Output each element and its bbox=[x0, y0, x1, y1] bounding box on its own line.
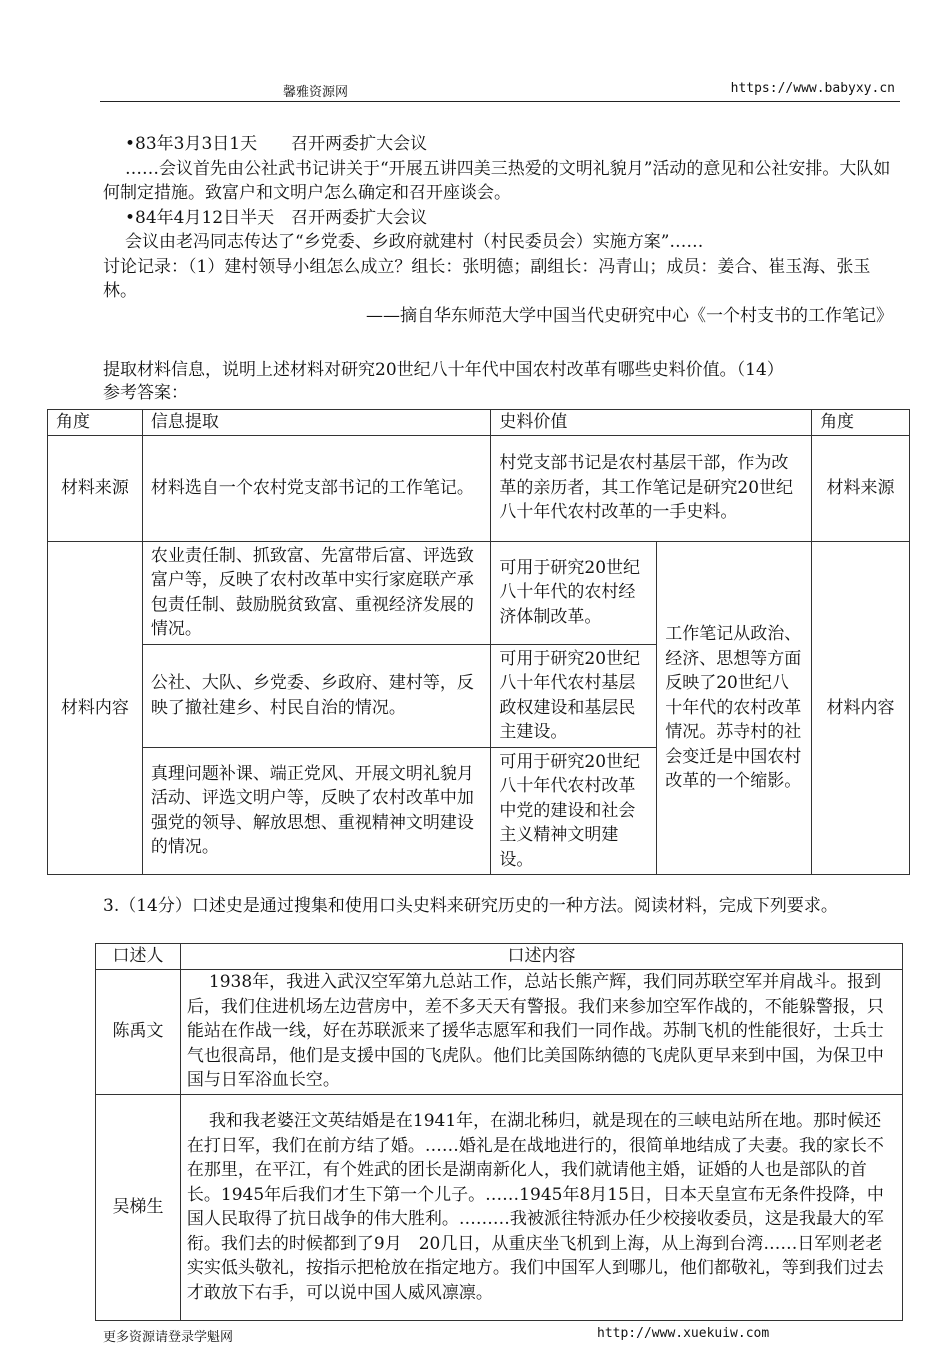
header-divider bbox=[100, 101, 900, 102]
question3-prompt: 3.（14分）口述史是通过搜集和使用口头史料来研究历史的一种方法。阅读材料，完成下列要求。 bbox=[103, 896, 838, 916]
answer-label: 参考答案： bbox=[103, 382, 188, 403]
notes-block bbox=[103, 132, 893, 328]
header-content: 口述内容 bbox=[180, 944, 902, 970]
speaker-2: 吴梯生 bbox=[96, 1094, 181, 1320]
source-info: 材料选自一个农村党支部书记的工作笔记。 bbox=[142, 435, 491, 541]
content-info-3: 真理问题补课、端正党风、开展文明礼貌月活动、评选文明户等，反映了农村改革中加强党的领导、解放思想、重视精神文明建设的情况。 bbox=[142, 747, 491, 875]
table-row bbox=[96, 1094, 903, 1320]
oral-content-1: 1938年，我进入武汉空军第九总站工作，总站长熊产辉，我们同苏联空军并肩战斗。报到后，我们住进机场左边营房中，差不多天天有警报。我们来参加空军作战的，不能躲警报，只能站在作战一线，好在苏联派来了援华志愿军和我们一同作战。苏制飞机的性能很好，士兵士气也很高昂，他们是支援中国的飞虎队。他们比美国陈纳德的飞虎队更早来到中国，为保卫中国与日军浴血长空。 bbox=[180, 969, 902, 1094]
note-entry-2-body: 会议由老冯同志传达了“乡党委、乡政府就建村（村民委员会）实施方案”…… bbox=[125, 232, 704, 252]
content-summary: 工作笔记从政治、经济、思想等方面反映了20世纪八十年代的农村改革情况。苏寺村的社会变迁是中国农村改革的一个缩影。 bbox=[657, 541, 812, 875]
table-row bbox=[48, 541, 910, 644]
content-info-2: 公社、大队、乡党委、乡政府、建村等，反映了撤社建乡、村民自治的情况。 bbox=[142, 644, 491, 747]
question2-prompt: 提取材料信息，说明上述材料对研究20世纪八十年代中国农村改革有哪些史料价值。（14） bbox=[103, 360, 784, 380]
source-angle-right: 材料来源 bbox=[812, 435, 910, 541]
answer-table-header bbox=[48, 410, 910, 436]
header-url[interactable]: https://www.babyxy.cn bbox=[730, 81, 895, 96]
oral-content-2: 我和我老婆汪文英结婚是在1941年，在湖北秭归，就是现在的三峡电站所在地。那时候还在打日军，我们在前方结了婚。……婚礼是在战地进行的，很简单地结成了夫妻。我的家长不在那里，在平江，有个姓武的团长是湖南新化人，我们就请他主婚，证婚的人也是部队的首长。1945年后我们才生下第一个儿子。……1945年8月15日，日本天皇宣布无条件投降，中国人民取得了抗日战争的伟大胜利。………我被派往特派办任少校接收委员，这是我最大的军衔。我们去的时候都到了9月 20几日，从重庆坐飞机到上海，从上海到台湾……日军则老老实实低头敬礼，按指示把枪放在指定地方。我们中国军人到哪儿，他们都敬礼，等到我们过去才敢放下右手，可以说中国人威风凛凛。 bbox=[180, 1094, 902, 1320]
content-value-2: 可用于研究20世纪八十年代农村基层政权建设和基层民主建设。 bbox=[491, 644, 657, 747]
oral-history-table bbox=[95, 943, 903, 1321]
question2-block bbox=[103, 358, 893, 403]
note-source: ——摘自华东师范大学中国当代史研究中心《一个村支书的工作笔记》 bbox=[366, 305, 893, 326]
note-entry-1-title: •83年3月3日1天 召开两委扩大会议 bbox=[125, 134, 428, 154]
footer-text: 更多资源请登录学魁网 bbox=[103, 1330, 234, 1345]
note-discussion: 讨论记录：（1）建村领导小组怎么成立？组长：张明德；副组长：冯青山；成员：姜合、崔玉海、张玉林。 bbox=[103, 256, 871, 301]
footer-url[interactable]: http://www.xuekuiw.com bbox=[597, 1326, 770, 1341]
content-value-3: 可用于研究20世纪八十年代农村改革中党的建设和社会主义精神文明建设。 bbox=[491, 747, 657, 875]
oral-table-header bbox=[96, 944, 903, 970]
header-info: 信息提取 bbox=[142, 410, 491, 436]
source-angle: 材料来源 bbox=[48, 435, 143, 541]
table-row bbox=[96, 969, 903, 1094]
source-value: 村党支部书记是农村基层干部，作为改革的亲历者，其工作笔记是研究20世纪八十年代农村改革的一手史料。 bbox=[491, 435, 812, 541]
content-info-1: 农业责任制、抓致富、先富带后富、评选致富户等，反映了农村改革中实行家庭联产承包责任制、鼓励脱贫致富、重视经济发展的情况。 bbox=[142, 541, 491, 644]
header-speaker: 口述人 bbox=[96, 944, 181, 970]
header-angle-right: 角度 bbox=[812, 410, 910, 436]
note-entry-2-title: •84年4月12日半天 召开两委扩大会议 bbox=[125, 207, 428, 228]
answer-table bbox=[47, 409, 910, 875]
content-value-1: 可用于研究20世纪八十年代的农村经济体制改革。 bbox=[491, 541, 657, 644]
content-angle: 材料内容 bbox=[48, 541, 143, 875]
speaker-1: 陈禹文 bbox=[96, 969, 181, 1094]
content-angle-right: 材料内容 bbox=[812, 541, 910, 875]
header-site-name: 馨雅资源网 bbox=[283, 85, 349, 100]
note-entry-1-body: ……会议首先由公社武书记讲关于“开展五讲四美三热爱的文明礼貌月”活动的意见和公社安排。大队如何制定措施。致富户和文明户怎么确定和召开座谈会。 bbox=[103, 158, 891, 203]
header-angle: 角度 bbox=[48, 410, 143, 436]
header-value: 史料价值 bbox=[491, 410, 812, 436]
table-row bbox=[48, 435, 910, 541]
